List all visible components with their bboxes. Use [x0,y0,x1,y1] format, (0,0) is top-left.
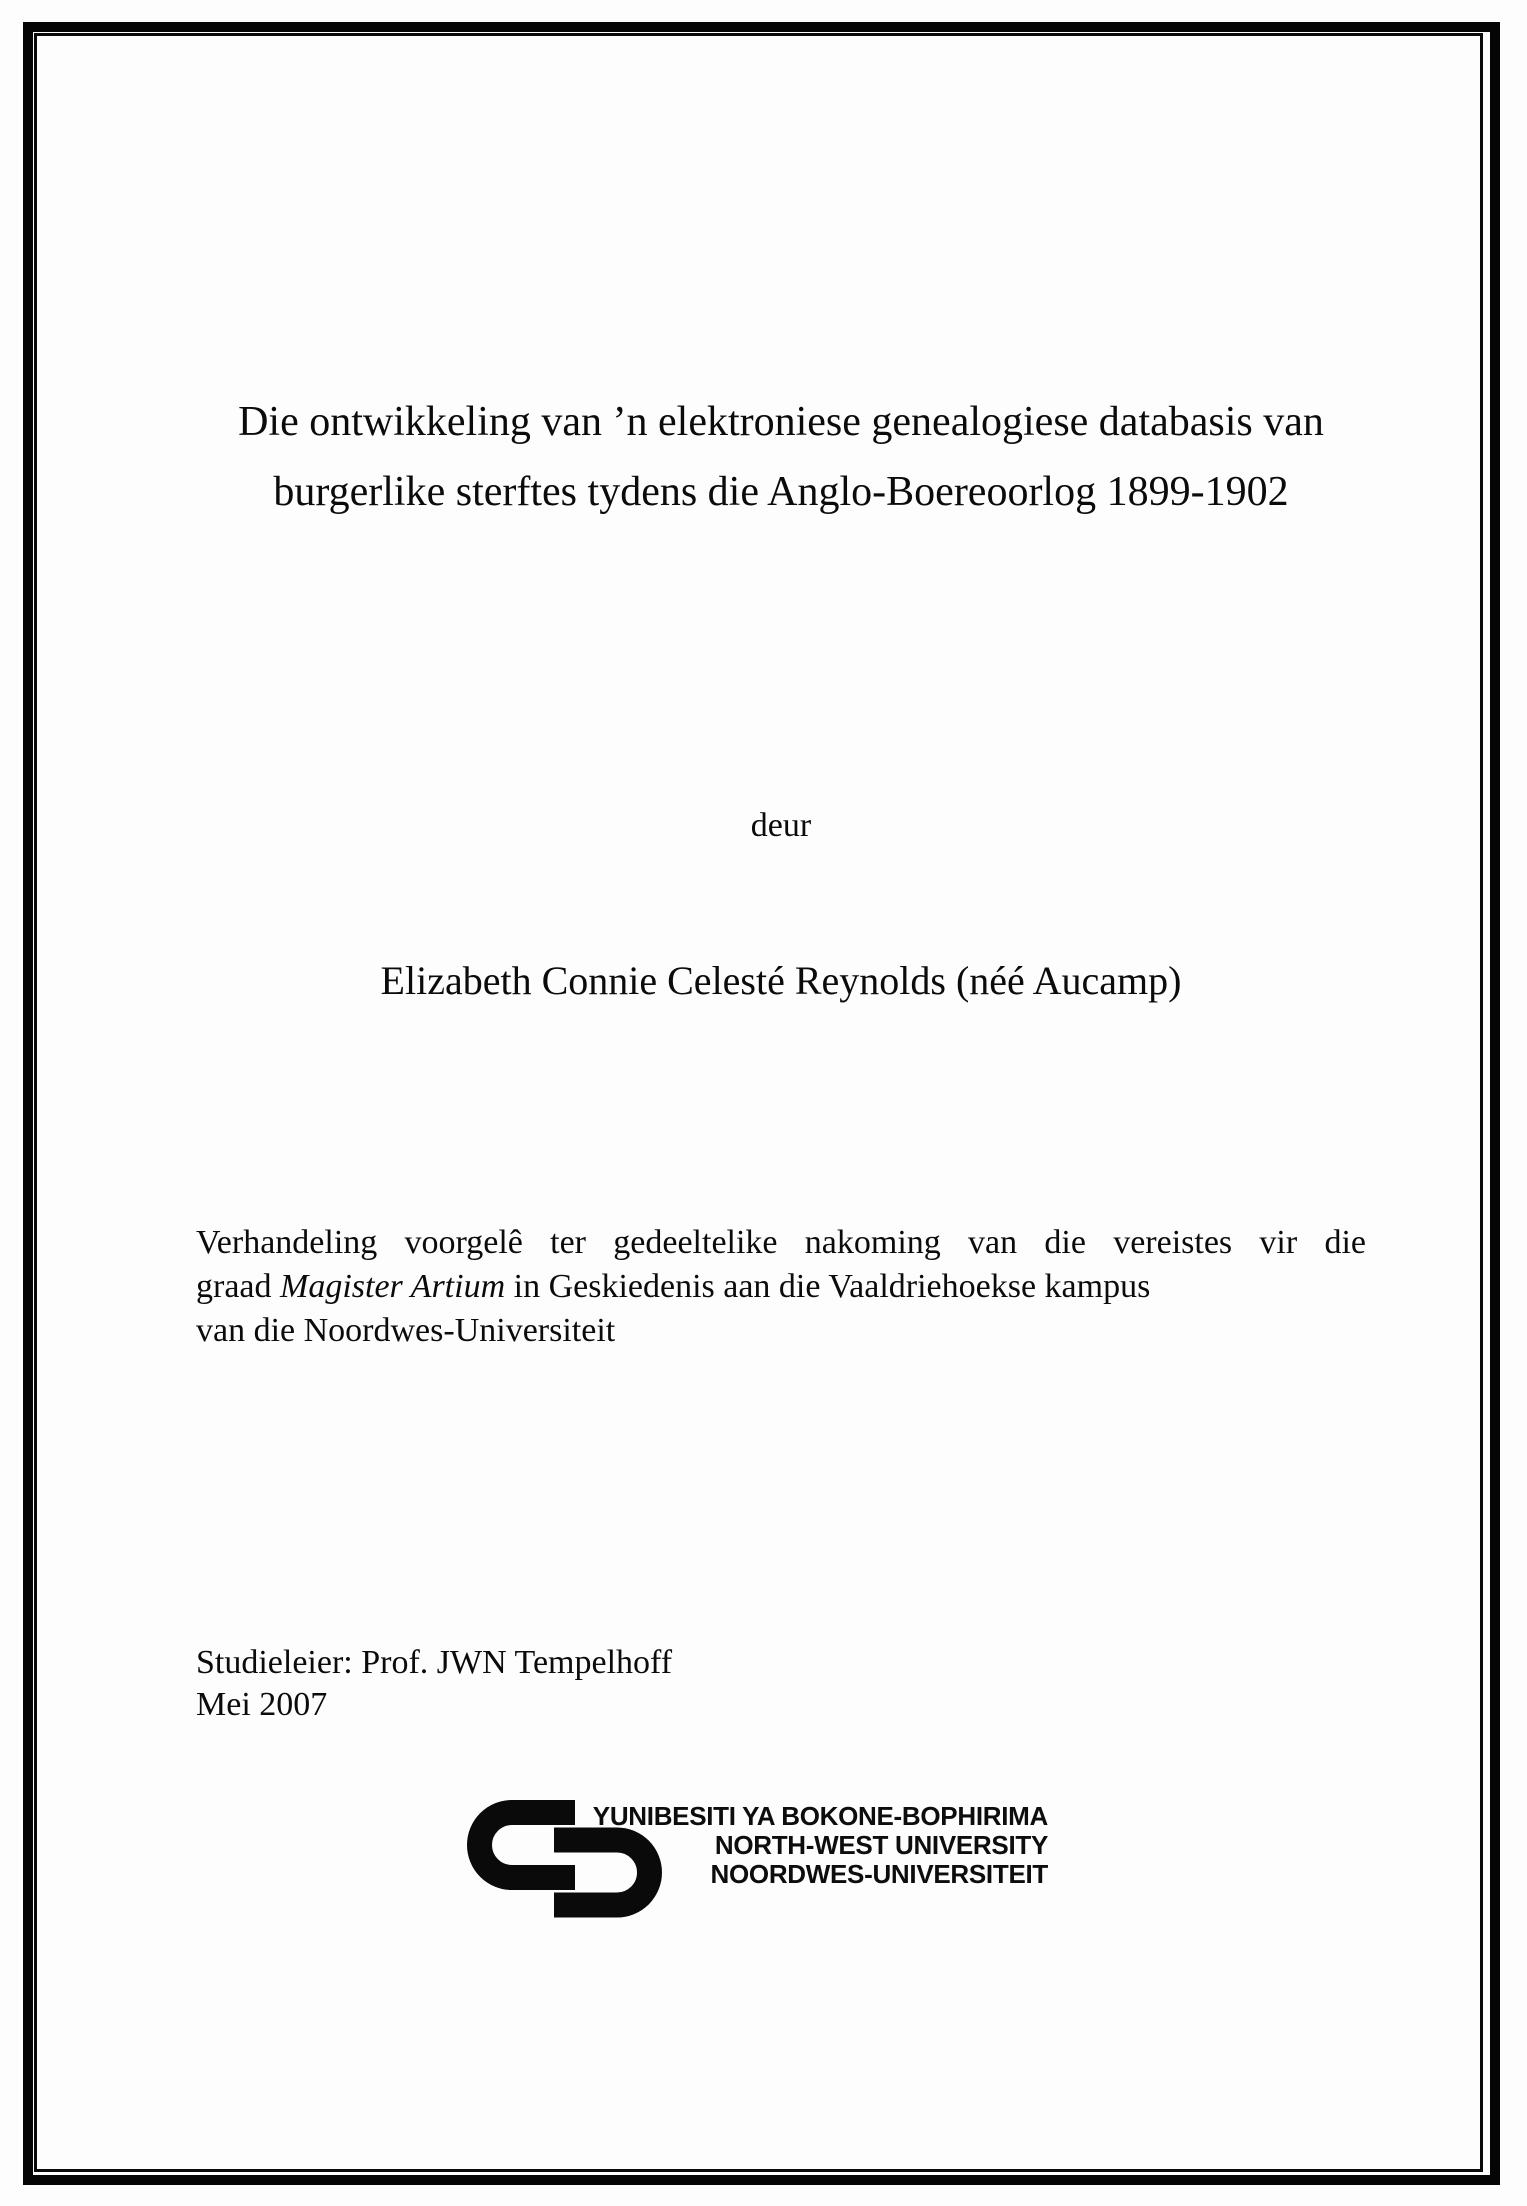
degree-name-italic: Magister Artium [280,1268,506,1305]
title-line-2: burgerlike sterftes tydens die Anglo-Boereoorlog 1899-1902 [273,469,1289,515]
description-line-2-suffix: in Geskiedenis aan die Vaaldriehoekse kampus [505,1268,1151,1305]
thesis-title [178,387,1384,527]
logo-english-name: NORTH-WEST UNIVERSITY [714,1830,1048,1860]
description-line-3: van die Noordwes-Universiteit [196,1312,616,1349]
university-logo [457,1800,1057,1930]
byline-deur: deur [750,807,812,844]
description-line-2 [196,1265,1366,1309]
logo-setswana-name: YUNIBESITI YA BOKONE-BOPHIRIMA [592,1801,1048,1831]
title-line-1: Die ontwikkeling van ’n elektroniese genealogiese databasis van [238,399,1324,445]
description-line-1: Verhandeling voorgelê ter gedeeltelike nakoming van die vereistes vir die [196,1224,1366,1261]
date-line: Mei 2007 [196,1686,328,1723]
supervisor-block [196,1642,672,1726]
description-line-2-prefix: graad [196,1268,281,1305]
author-name: Elizabeth Connie Celesté Reynolds (néé Aucamp) [380,958,1182,1003]
thesis-description [196,1221,1366,1353]
logo-afrikaans-name: NOORDWES-UNIVERSITEIT [710,1859,1048,1889]
university-logo-text [548,1802,1048,1889]
supervisor-line: Studieleier: Prof. JWN Tempelhoff [196,1644,673,1681]
